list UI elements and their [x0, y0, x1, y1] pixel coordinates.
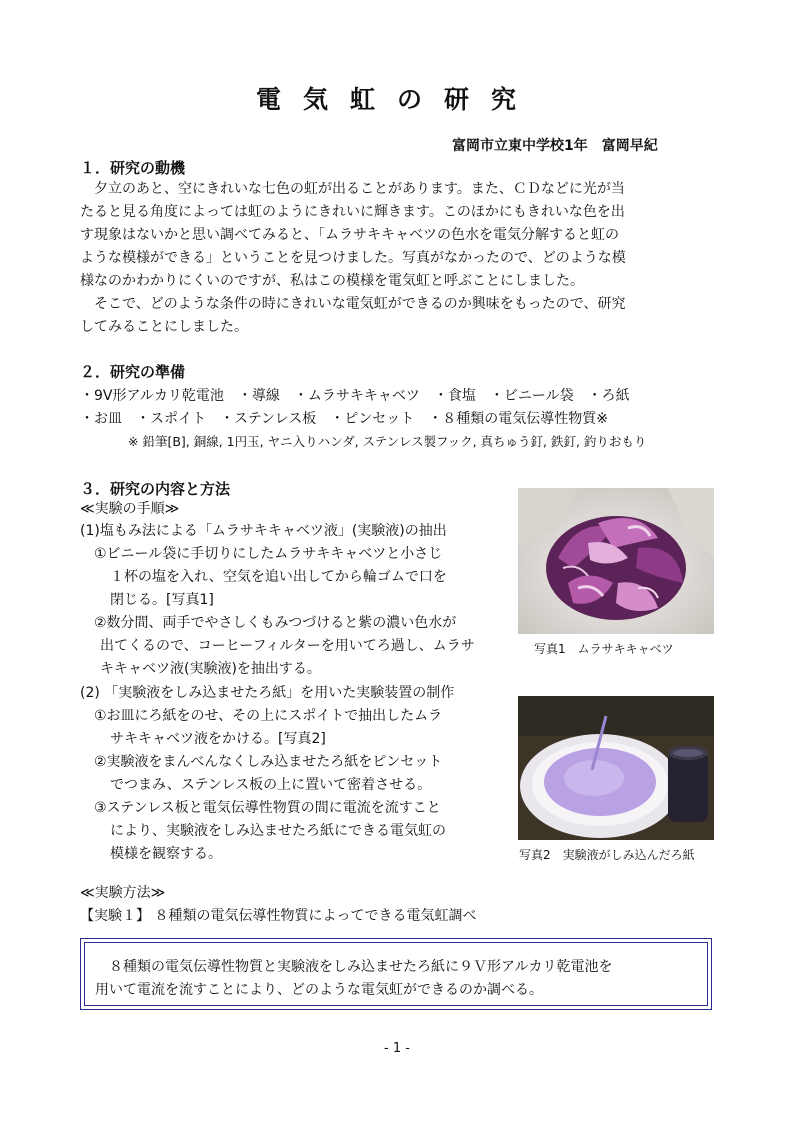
- step1b-line: ②数分間、両手でやさしくもみつづけると紫の濃い色水が: [94, 615, 457, 631]
- photo2-caption: 写真2 実験液がしみ込んだろ紙: [519, 848, 695, 862]
- experiment1-description-box: [80, 938, 712, 1010]
- section1-line: 夕立のあと、空にきれいな七色の虹が出ることがあります。また、ＣＤなどに光が当: [94, 181, 625, 197]
- experiment1-title: 【実験１】 ８種類の電気伝導性物質によってできる電気虹調べ: [80, 908, 477, 924]
- step1a-line: ①ビニール袋に手切りにしたムラサキキャベツと小さじ: [94, 546, 443, 562]
- step1a-line: 閉じる。[写真1]: [110, 592, 214, 608]
- step2c-line: により、実験液をしみ込ませたろ紙にできる電気虹の: [110, 823, 446, 839]
- materials-note: ※ 鉛筆[B], 銅線, 1円玉, ヤニ入りハンダ, ステンレス製フック, 真ちゅう釘, 鉄釘, 釣りおもり: [128, 434, 647, 449]
- box-line: 用いて電流を流すことにより、どのような電気虹ができるのか調べる。: [95, 982, 543, 998]
- procedure-heading: ≪実験の手順≫: [80, 501, 180, 517]
- step1-heading: (1)塩もみ法による「ムラサキキャベツ液」(実験液)の抽出: [80, 523, 447, 539]
- photo-soaked-filter-paper: [518, 696, 714, 840]
- soaked-filter-paper-image: [518, 696, 714, 840]
- box-line: ８種類の電気伝導性物質と実験液をしみ込ませたろ紙に９Ｖ形アルカリ乾電池を: [109, 959, 613, 975]
- materials-line-2: ・お皿 ・スポイト ・ステンレス板 ・ピンセット ・８種類の電気伝導性物質※: [80, 411, 608, 427]
- step2b-line: でつまみ、ステンレス板の上に置いて密着させる。: [110, 777, 432, 793]
- step2a-line: サキキャベツ液をかける。[写真2]: [110, 731, 326, 747]
- section1-line: たると見る角度によっては虹のようにきれいに輝きます。このほかにもきれいな色を出: [80, 204, 625, 220]
- method-heading: ≪実験方法≫: [80, 885, 166, 901]
- section1-line: 様なのかわかりにくいのですが、私はこの模様を電気虹と呼ぶことにしました。: [80, 273, 584, 289]
- materials-line-1: ・9V形アルカリ乾電池 ・導線 ・ムラサキキャベツ ・食塩 ・ビニール袋 ・ろ紙: [80, 388, 630, 404]
- step1a-line: １杯の塩を入れ、空気を追い出してから輪ゴムで口を: [110, 569, 447, 585]
- step1b-line: キキャベツ液(実験液)を抽出する。: [100, 661, 321, 677]
- section1-line: してみることにしました。: [80, 319, 248, 335]
- section1-line: そこで、どのような条件の時にきれいな電気虹ができるのか興味をもったので、研究: [94, 296, 626, 312]
- section2-heading: ２．研究の準備: [80, 363, 186, 381]
- section1-paragraph: [80, 178, 720, 339]
- section1-heading: １．研究の動機: [80, 159, 186, 177]
- step1b-line: 出てくるので、コーヒーフィルターを用いてろ過し、ムラサ: [100, 638, 475, 654]
- step2a-line: ①お皿にろ紙をのせ、その上にスポイトで抽出したムラ: [94, 708, 443, 724]
- photo1-caption: 写真1 ムラサキキャベツ: [534, 642, 674, 656]
- step2c-line: ③ステンレス板と電気伝導性物質の間に電流を流すこと: [94, 800, 441, 816]
- red-cabbage-image: [518, 488, 714, 634]
- section3-heading: ３．研究の内容と方法: [80, 480, 231, 498]
- photo-red-cabbage: [518, 488, 714, 634]
- section1-line: ような模様ができる」ということを見つけました。写真がなかったので、どのような模: [80, 250, 626, 266]
- step2-heading: (2) 「実験液をしみ込ませたろ紙」を用いた実験装置の制作: [80, 685, 455, 701]
- section1-line: す現象はないかと思い調べてみると、「ムラサキキャベツの色水を電気分解すると虹の: [80, 227, 619, 243]
- step2c-line: 模様を観察する。: [110, 846, 222, 862]
- page-number: - 1 -: [384, 1041, 410, 1056]
- author-line: 富岡市立東中学校1年 富岡早紀: [452, 138, 658, 154]
- document-title: 電気虹の研究: [255, 85, 538, 114]
- step2b-line: ②実験液をまんべんなくしみ込ませたろ紙をピンセット: [94, 754, 443, 770]
